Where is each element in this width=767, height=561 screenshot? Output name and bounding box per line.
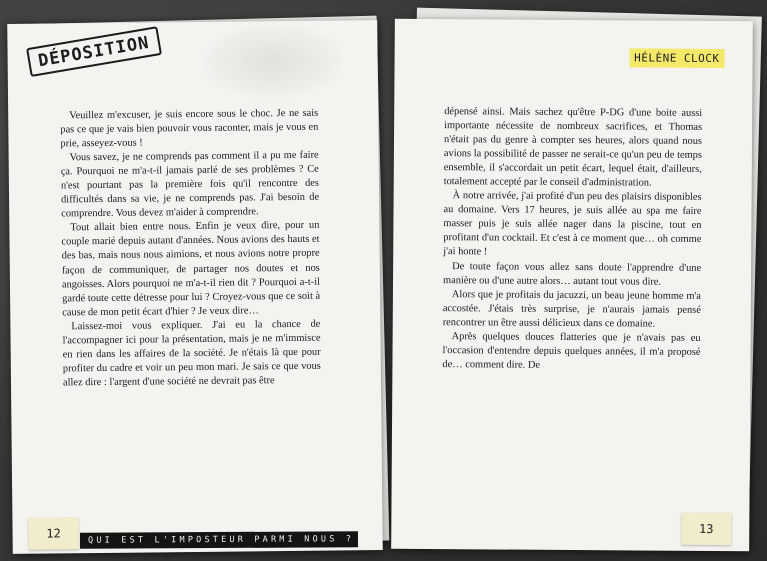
book-title-label: QUI EST L'IMPOSTEUR PARMI NOUS ?	[80, 531, 358, 548]
left-page-text	[60, 107, 321, 391]
paragraph: Tout allait bien entre nous. Enfin je veux dire, pour un couple marié depuis autant d'années. Nous avions des hauts et des bas, mais nous nous aimions, et nous avions notre propre façon de communiquer, de partager nos doutes et nos angoisses. Alors pourquoi ne m'a-t-il rien dit ? Pourquoi a-t-il gardé toute cette détresse pour lui ? Croyez-vous que ce soit à cause de mon petit écart d'hier ? Je veux dire…	[61, 220, 321, 319]
paragraph: Laissez-moi vous expliquer. J'ai eu la chance de l'accompagner ici pour la présentation, mais je ne m'immisce en rien dans les affaires de la société. Je n'étais là que pour profiter du cadre et voir un peu mon mari. Je sais ce que vous allez dire : l'argent d'une société ne devrait pas être	[62, 318, 321, 389]
page-number-left: 12	[28, 517, 78, 550]
page-number-right: 13	[681, 513, 731, 545]
paragraph: Vous savez, je ne comprends pas comment il a pu me faire ça. Pourquoi ne m'a-t-il jamais parlé de ses problèmes ? Ce n'est pourtant pas la première fois qu'il rencontre des difficultés dans sa vie, je ne comprends pas. J'ai besoin de comprendre. Vous devez m'aider à comprendre.	[60, 149, 320, 220]
right-page	[391, 19, 753, 551]
character-name-tag: HÉLÈNE CLOCK	[629, 48, 725, 68]
paragraph: Veuillez m'excuser, je suis encore sous le choc. Je ne sais pas ce que je vais bien pouvoir vous raconter, mais je vous en prie, asseyez-vous !	[60, 107, 319, 150]
paragraph: De toute façon vous allez sans doute l'apprendre d'une manière ou d'une autre alors… autant tout vous dire.	[442, 260, 702, 288]
paragraph: Alors que je profitais du jacuzzi, un beau jeune homme m'a accostée. J'étais très surprise, je n'aurais jamais pensé rencontrer un être aussi délicieux dans ce domaine.	[442, 288, 701, 330]
paragraph: À notre arrivée, j'ai profité d'un peu des plaisirs disponibles au domaine. Vers 17 heures, je suis allée au spa me faire masser puis je suis allée nager dans la piscine, tout en profitant d'un cocktail. Et c'est à ce moment que… oh comme j'ai honte !	[443, 190, 702, 258]
coffee-stain	[197, 20, 348, 102]
deposition-stamp: DÉPOSITION	[26, 26, 162, 77]
left-page	[7, 20, 383, 554]
paragraph: Après quelques douces flatteries que je n'avais pas eu l'occasion d'entendre depuis quelques années, il m'a proposé de… comment dire. De	[442, 330, 701, 371]
right-page-text	[442, 105, 702, 374]
paragraph: dépensé ainsi. Mais sachez qu'être P-DG d'une boite aussi importante nécessite de nombreux sacrifices, et Thomas n'était pas du genre à compter ses heures, alors quand nous avions la possibilité de passer ne serait-ce qu'un peu de temps ensemble, il s'accordait un petit écart, lequel était, d'ailleurs, totalement accepté par le conseil d'administration.	[443, 106, 703, 189]
